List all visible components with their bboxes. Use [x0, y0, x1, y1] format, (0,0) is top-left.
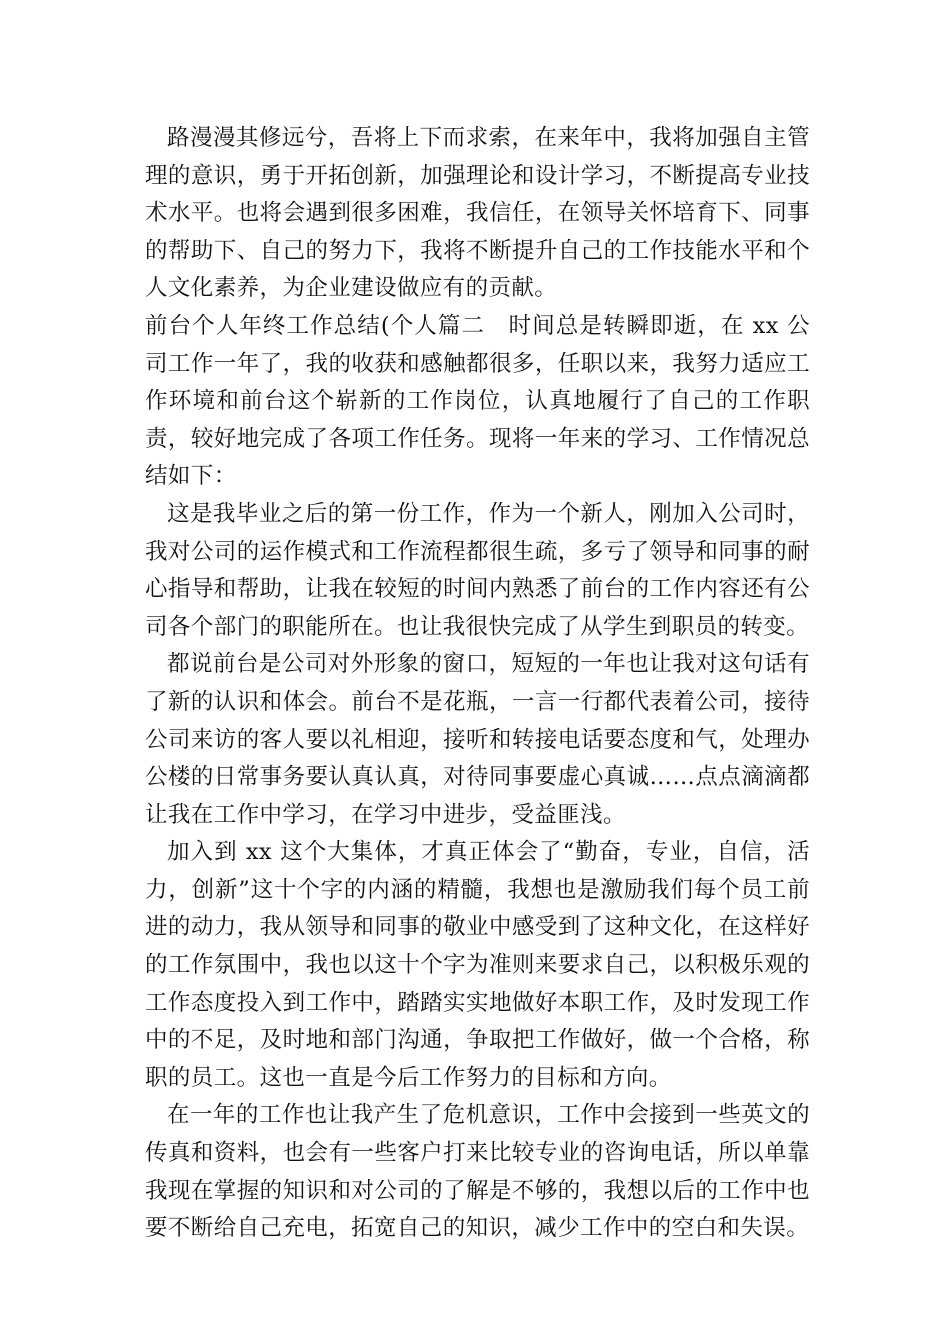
document-body: [145, 120, 810, 1248]
paragraph-first-job: 这是我毕业之后的第一份工作，作为一个新人，刚加入公司时，我对公司的运作模式和工作流程都很生疏，多亏了领导和同事的耐心指导和帮助，让我在较短的时间内熟悉了前台的工作内容还有公司各个部门的职能所在。也让我很快完成了从学生到职员的转变。: [145, 500, 810, 640]
paragraph-closing-outlook: 路漫漫其修远兮，吾将上下而求索，在来年中，我将加强自主管理的意识，勇于开拓创新，加强理论和设计学习，不断提高专业技术水平。也将会遇到很多困难，我信任，在领导关怀培育下、同事的帮助下、自己的努力下，我将不断提升自己的工作技能水平和个人文化素养，为企业建设做应有的贡献。: [145, 125, 810, 302]
paragraph-section-two-intro: 前台个人年终工作总结(个人篇二 时间总是转瞬即逝，在 xx 公司工作一年了，我的收获和感触都很多，任职以来，我努力适应工作环境和前台这个崭新的工作岗位，认真地履行了自己的工作职责，较好地完成了各项工作任务。现将一年来的学习、工作情况总结如下：: [145, 312, 810, 490]
paragraph-front-desk-window: 都说前台是公司对外形象的窗口，短短的一年也让我对这句话有了新的认识和体会。前台不是花瓶，一言一行都代表着公司，接待公司来访的客人要以礼相迎，接听和转接电话要态度和气，处理办公楼的日常事务要认真认真，对待同事要虚心真诚……点点滴滴都让我在工作中学习，在学习中进步，受益匪浅。: [145, 651, 810, 828]
paragraph-crisis-awareness: 在一年的工作也让我产生了危机意识，工作中会接到一些英文的传真和资料，也会有一些客户打来比较专业的咨询电话，所以单靠我现在掌握的知识和对公司的了解是不够的，我想以后的工作中也要不断给自己充电，拓宽自己的知识，减少工作中的空白和失误。: [145, 1102, 810, 1242]
paragraph-company-culture: 加入到 xx 这个大集体，才真正体会了“勤奋，专业，自信，活力，创新”这十个字的内涵的精髓，我想也是激励我们每个员工前进的动力，我从领导和同事的敬业中感受到了这种文化，在这样好的工作氛围中，我也以这十个字为准则来要求自己，以积极乐观的工作态度投入到工作中，踏踏实实地做好本职工作，及时发现工作中的不足，及时地和部门沟通，争取把工作做好，做一个合格，称职的员工。这也一直是今后工作努力的目标和方向。: [145, 839, 810, 1091]
